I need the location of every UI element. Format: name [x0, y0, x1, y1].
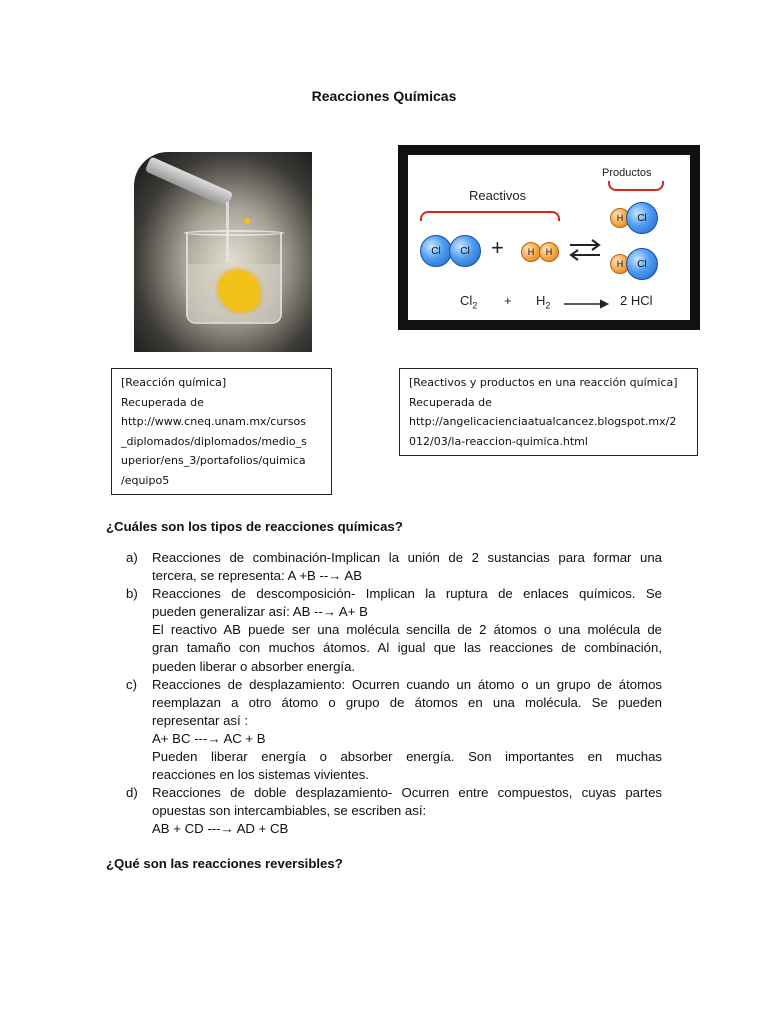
reaction-arrow-icon	[562, 298, 612, 310]
list-item	[126, 585, 662, 675]
caption-link[interactable]: uperior/ens_3/portafolios/quimica	[121, 454, 306, 467]
test-tube-shape	[145, 156, 234, 207]
left-figure-caption	[111, 368, 332, 495]
hydrogen-atom: H	[610, 208, 630, 228]
text-line: reacciones en los sistemas vivientes.	[152, 767, 369, 783]
text-line: pueden generalizar así: AB --→ A+ B	[152, 604, 368, 620]
eq-reactant2: $H_2$	[536, 293, 551, 311]
list-marker: c)	[126, 676, 137, 692]
plus-sign: +	[491, 235, 504, 260]
text-line: pueden liberar o absorber energía.	[152, 658, 356, 674]
hydrogen-atom: H	[539, 242, 559, 262]
list-marker: d)	[126, 785, 138, 801]
hydrogen-atom: H	[521, 242, 541, 262]
caption-line: Recuperada de	[121, 395, 204, 409]
text-line: A+ BC ---→ AC + B	[152, 730, 266, 746]
chlorine-atom: Cl	[626, 202, 658, 234]
eq-reactant1: $Cl_2$	[460, 293, 478, 311]
section-heading-types: ¿Cuáles son los tipos de reacciones químicas?	[106, 519, 403, 534]
section-heading-reversible: ¿Qué son las reacciones reversibles?	[106, 856, 343, 871]
caption-link[interactable]: http://www.cneq.unam.mx/cursos	[121, 415, 307, 428]
page-title: Reacciones Químicas	[311, 88, 457, 104]
text-line: gran tamaño con muchos átomos. Al igual que las reacciones de combinación,	[152, 640, 662, 656]
chlorine-atom: Cl	[420, 235, 452, 267]
text-line: representar así :	[152, 712, 249, 728]
chlorine-atom: Cl	[449, 235, 481, 267]
caption-link[interactable]: /equipo5	[121, 473, 170, 487]
list-item	[126, 676, 662, 785]
chlorine-atom: Cl	[626, 248, 658, 280]
text-line: Pueden liberar energía o absorber energía. Son importantes en muchas	[152, 749, 662, 765]
reactants-brace	[420, 211, 560, 221]
eq-plus: +	[504, 293, 512, 308]
yellow-drop-shape	[244, 218, 250, 224]
text-line: opuestas son intercambiables, se escriben así:	[152, 803, 427, 819]
equilibrium-arrows-icon	[568, 237, 602, 263]
caption-link[interactable]: _diplomados/diplomados/medio_s	[121, 434, 307, 448]
list-marker: a)	[126, 550, 138, 565]
reaction-types-list	[126, 549, 662, 839]
text-line: Reacciones de desplazamiento: Ocurren cuando un átomo o un grupo de átomos	[152, 676, 662, 692]
caption-line: [Reactivos y productos en una reacción química]	[409, 376, 678, 389]
reactants-products-diagram	[398, 145, 700, 330]
list-item	[126, 549, 662, 585]
right-figure-caption	[399, 368, 698, 456]
caption-link[interactable]: http://angelicacienciaatualcancez.blogspot.mx/2	[409, 415, 677, 428]
caption-link[interactable]: 012/03/la-reaccion-quimica.html	[409, 434, 588, 448]
reaction-photo	[118, 140, 318, 358]
caption-line: Recuperada de	[409, 395, 492, 409]
text-line: tercera, se representa: A +B --→ AB	[152, 568, 362, 584]
hydrogen-atom: H	[610, 254, 630, 274]
beaker-image	[134, 152, 312, 352]
beaker-rim-shape	[184, 230, 284, 236]
label-productos: Productos	[602, 167, 652, 179]
text-line: reemplazan a otro átomo o grupo de átomos en una molécula. Se pueden	[152, 694, 662, 710]
text-line: Reacciones de combinación-Implican la unión de 2 sustancias para formar una	[152, 550, 662, 565]
caption-line: [Reacción química]	[121, 376, 227, 389]
text-line: Reacciones de doble desplazamiento- Ocurren entre compuestos, cuyas partes	[152, 785, 662, 801]
text-line: AB + CD ---→ AD + CB	[152, 821, 289, 837]
eq-product: 2 HCl	[620, 293, 653, 308]
label-reactivos: Reactivos	[469, 188, 527, 203]
products-brace	[608, 181, 664, 191]
text-line: El reactivo AB puede ser una molécula sencilla de 2 átomos o una molécula de	[152, 622, 662, 638]
text-line: Reacciones de descomposición- Implican la ruptura de enlaces químicos. Se	[152, 586, 662, 602]
list-marker: b)	[126, 586, 138, 602]
list-item	[126, 784, 662, 838]
